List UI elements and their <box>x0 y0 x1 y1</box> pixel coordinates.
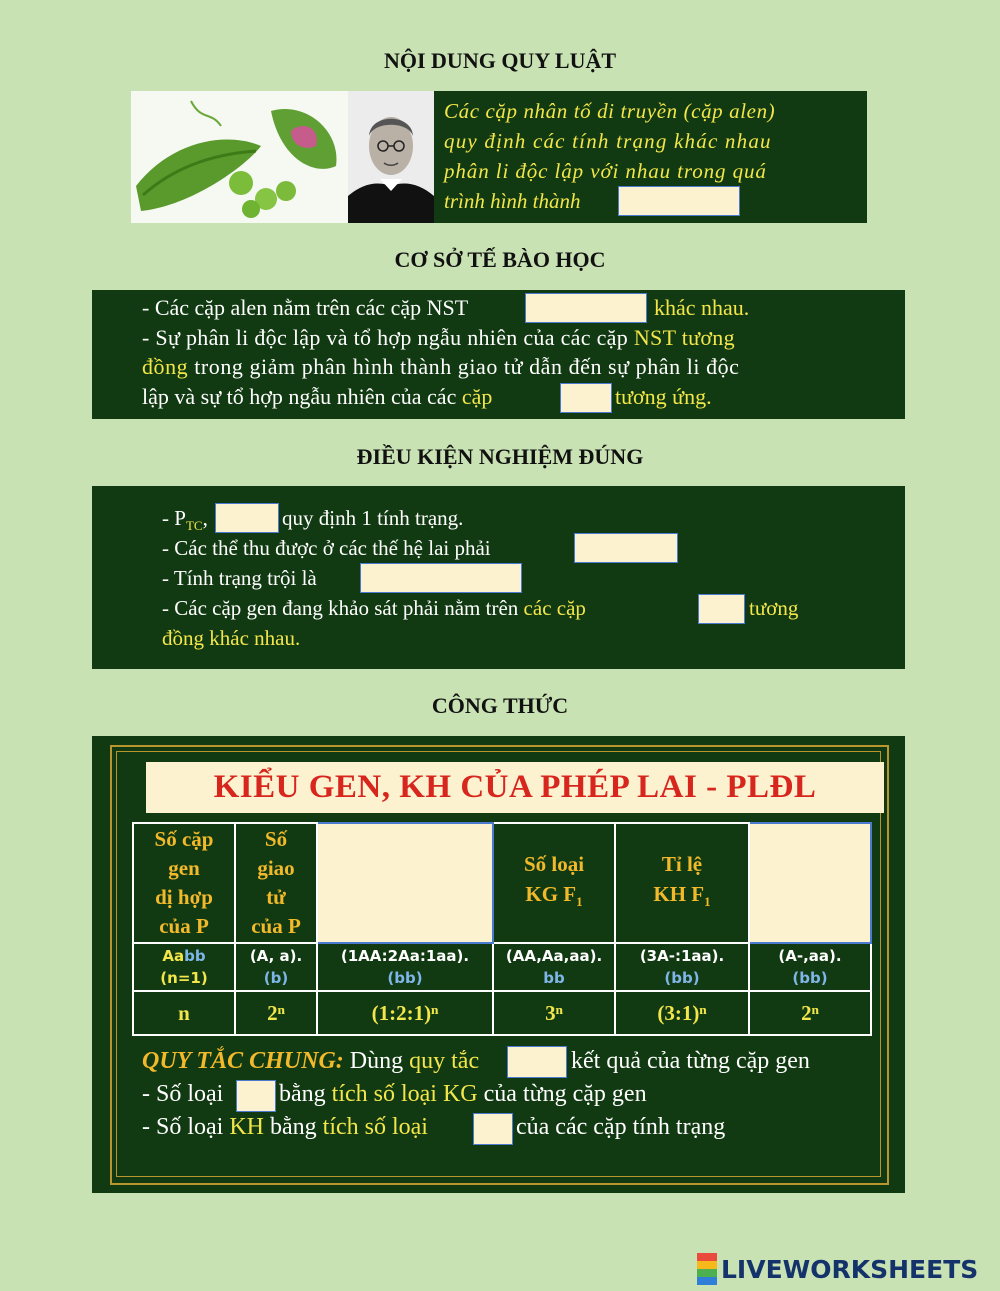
section-title-content: NỘI DUNG QUY LUẬT <box>383 48 617 73</box>
content-line-4-text: trình hình thành <box>444 189 581 213</box>
rule-line-2a: - Số loại <box>142 1081 224 1107</box>
cond-line-1b: quy định 1 tính trạng. <box>282 506 464 530</box>
header-c2-l3: tử <box>266 885 286 909</box>
logo-text: LIVEWORKSHEETS <box>721 1254 979 1284</box>
content-line-2: quy định các tính trạng khác nhau <box>444 129 772 153</box>
content-line-3: phân li độc lập với nhau trong quá <box>444 159 767 183</box>
header-kg-types <box>493 823 615 943</box>
header-c2-l1: Số <box>264 827 288 851</box>
cyto-l3a: đồng <box>142 354 189 379</box>
liveworksheets-logo <box>697 1252 978 1286</box>
cond-line-3: - Tính trạng trội là <box>162 566 317 590</box>
header-gametes <box>235 823 317 943</box>
content-line-4 <box>444 189 581 214</box>
header-c1-l4: của P <box>159 914 209 938</box>
header-c4-l1: Số loại <box>523 851 585 876</box>
formula-table <box>132 822 872 1036</box>
header-c4-l2: KG F <box>525 881 577 906</box>
rule-line-2b <box>279 1081 647 1108</box>
header-c5-sub: 1 <box>704 894 711 910</box>
formula-panel <box>92 736 905 1193</box>
rule2c: tích số loại KG <box>331 1081 478 1107</box>
blank-input-3[interactable] <box>560 383 612 413</box>
cond-line-1 <box>162 506 208 534</box>
rule-line-1c: kết quả của từng cặp gen <box>571 1048 810 1074</box>
header-c5-l1: Tỉ lệ <box>661 851 703 876</box>
cyto-l3b: trong giảm phân hình thành giao tử dẫn đến sự phân li độc <box>194 354 740 379</box>
row2-cell-3: (1AA:2Aa:1aa). (bb) <box>317 943 493 991</box>
blank-input-5[interactable] <box>574 533 678 563</box>
cyto-l1a: - Các cặp alen nằm trên các cặp NST <box>142 295 469 320</box>
cond-line-2: - Các thể thu được ở các thế hệ lai phải <box>162 536 491 560</box>
formula-banner: KIỂU GEN, KH CỦA PHÉP LAI - PLĐL <box>146 762 884 813</box>
rule2b: bằng <box>279 1081 326 1107</box>
header-c4-sub: 1 <box>576 894 583 910</box>
rule3c: bằng <box>270 1114 317 1140</box>
row2-cell-6: (A-,aa). (bb) <box>749 943 871 991</box>
blank-input-7[interactable] <box>698 594 745 624</box>
header-c1-l2: gen <box>168 856 200 880</box>
blank-input-9[interactable] <box>236 1080 276 1112</box>
content-line-1: Các cặp nhân tố di truyền (cặp alen) <box>444 99 776 123</box>
cyto-line-2 <box>142 325 735 351</box>
row3-cell-2: 2ⁿ <box>235 991 317 1035</box>
header-c1-l1: Số cặp <box>154 827 214 851</box>
mendel-portrait <box>348 91 434 223</box>
cyto-l4b: cặp <box>461 384 493 409</box>
blank-input-10[interactable] <box>473 1113 513 1145</box>
content-panel <box>434 91 867 223</box>
blank-input-2[interactable] <box>525 293 647 323</box>
header-blank-3[interactable] <box>317 823 493 943</box>
row2-cell-1: Aabb (n=1) <box>133 943 235 991</box>
row2-cell-4: (AA,Aa,aa). bb <box>493 943 615 991</box>
row2-cell-5: (3A-:1aa). (bb) <box>615 943 749 991</box>
section-title-cytology: CƠ SỞ TẾ BÀO HỌC <box>394 247 606 272</box>
cond-l1-comma: , <box>202 506 208 530</box>
row2-cell-2: (A, a). (b) <box>235 943 317 991</box>
header-gene-pairs <box>133 823 235 943</box>
rule-line-3a <box>142 1114 428 1141</box>
rule3b: KH <box>229 1114 264 1140</box>
cond-line-4c: tương <box>749 596 799 620</box>
header-c5-l2: KH F <box>653 881 705 906</box>
cond-l1a: - P <box>162 506 186 530</box>
cond-line-4 <box>162 596 586 621</box>
header-c1-l3: dị hợp <box>155 885 213 909</box>
section-title-formula: CÔNG THỨC <box>431 693 569 718</box>
cyto-line-4c: tương ứng. <box>615 384 712 409</box>
header-c2-l2: giao <box>257 856 295 880</box>
rule-line-1 <box>142 1048 479 1075</box>
section-title-conditions: ĐIỀU KIỆN NGHIỆM ĐÚNG <box>356 444 644 469</box>
cond-l4a: - Các cặp gen đang khảo sát phải nằm trên <box>162 596 519 620</box>
rule1a: Dùng <box>349 1048 404 1074</box>
header-c2-l4: của P <box>251 914 301 938</box>
row3-cell-1: n <box>133 991 235 1035</box>
cond-line-5: đồng khác nhau. <box>162 626 301 650</box>
blank-input-8[interactable] <box>507 1046 567 1078</box>
logo-mark-icon <box>697 1253 717 1285</box>
blank-input-4[interactable] <box>215 503 279 533</box>
cyto-l4a: lập và sự tổ hợp ngẫu nhiên của các <box>142 384 457 409</box>
cyto-line-1 <box>142 295 468 321</box>
cond-l4b: các cặp <box>523 596 586 620</box>
rule-line-3e: của các cặp tính trạng <box>516 1114 726 1140</box>
header-kh-ratio <box>615 823 749 943</box>
row3-cell-4: 3ⁿ <box>493 991 615 1035</box>
cyto-line-3 <box>142 354 739 380</box>
header-blank-6[interactable] <box>749 823 871 943</box>
cyto-line-1b: khác nhau. <box>654 295 750 320</box>
blank-input-1[interactable] <box>618 186 740 216</box>
row3-cell-3: (1:2:1)ⁿ <box>317 991 493 1035</box>
cyto-line-4 <box>142 384 492 410</box>
rule2d: của từng cặp gen <box>483 1081 647 1107</box>
rule1b: quy tắc <box>409 1048 480 1074</box>
row3-cell-6: 2ⁿ <box>749 991 871 1035</box>
row3-cell-5: (3:1)ⁿ <box>615 991 749 1035</box>
rule-label: QUY TẮC CHUNG: <box>142 1048 344 1074</box>
rule3a: - Số loại <box>142 1114 224 1140</box>
blank-input-6[interactable] <box>360 563 522 593</box>
cyto-l2a: - Sự phân li độc lập và tổ hợp ngẫu nhiên của các cặp <box>142 325 629 350</box>
conditions-panel <box>92 486 905 669</box>
pea-pod-image <box>131 91 348 223</box>
cond-l1-sub: TC <box>185 518 203 534</box>
rule3d: tích số loại <box>322 1114 428 1140</box>
cyto-l2b: NST tương <box>633 325 735 350</box>
cytology-panel <box>92 290 905 419</box>
